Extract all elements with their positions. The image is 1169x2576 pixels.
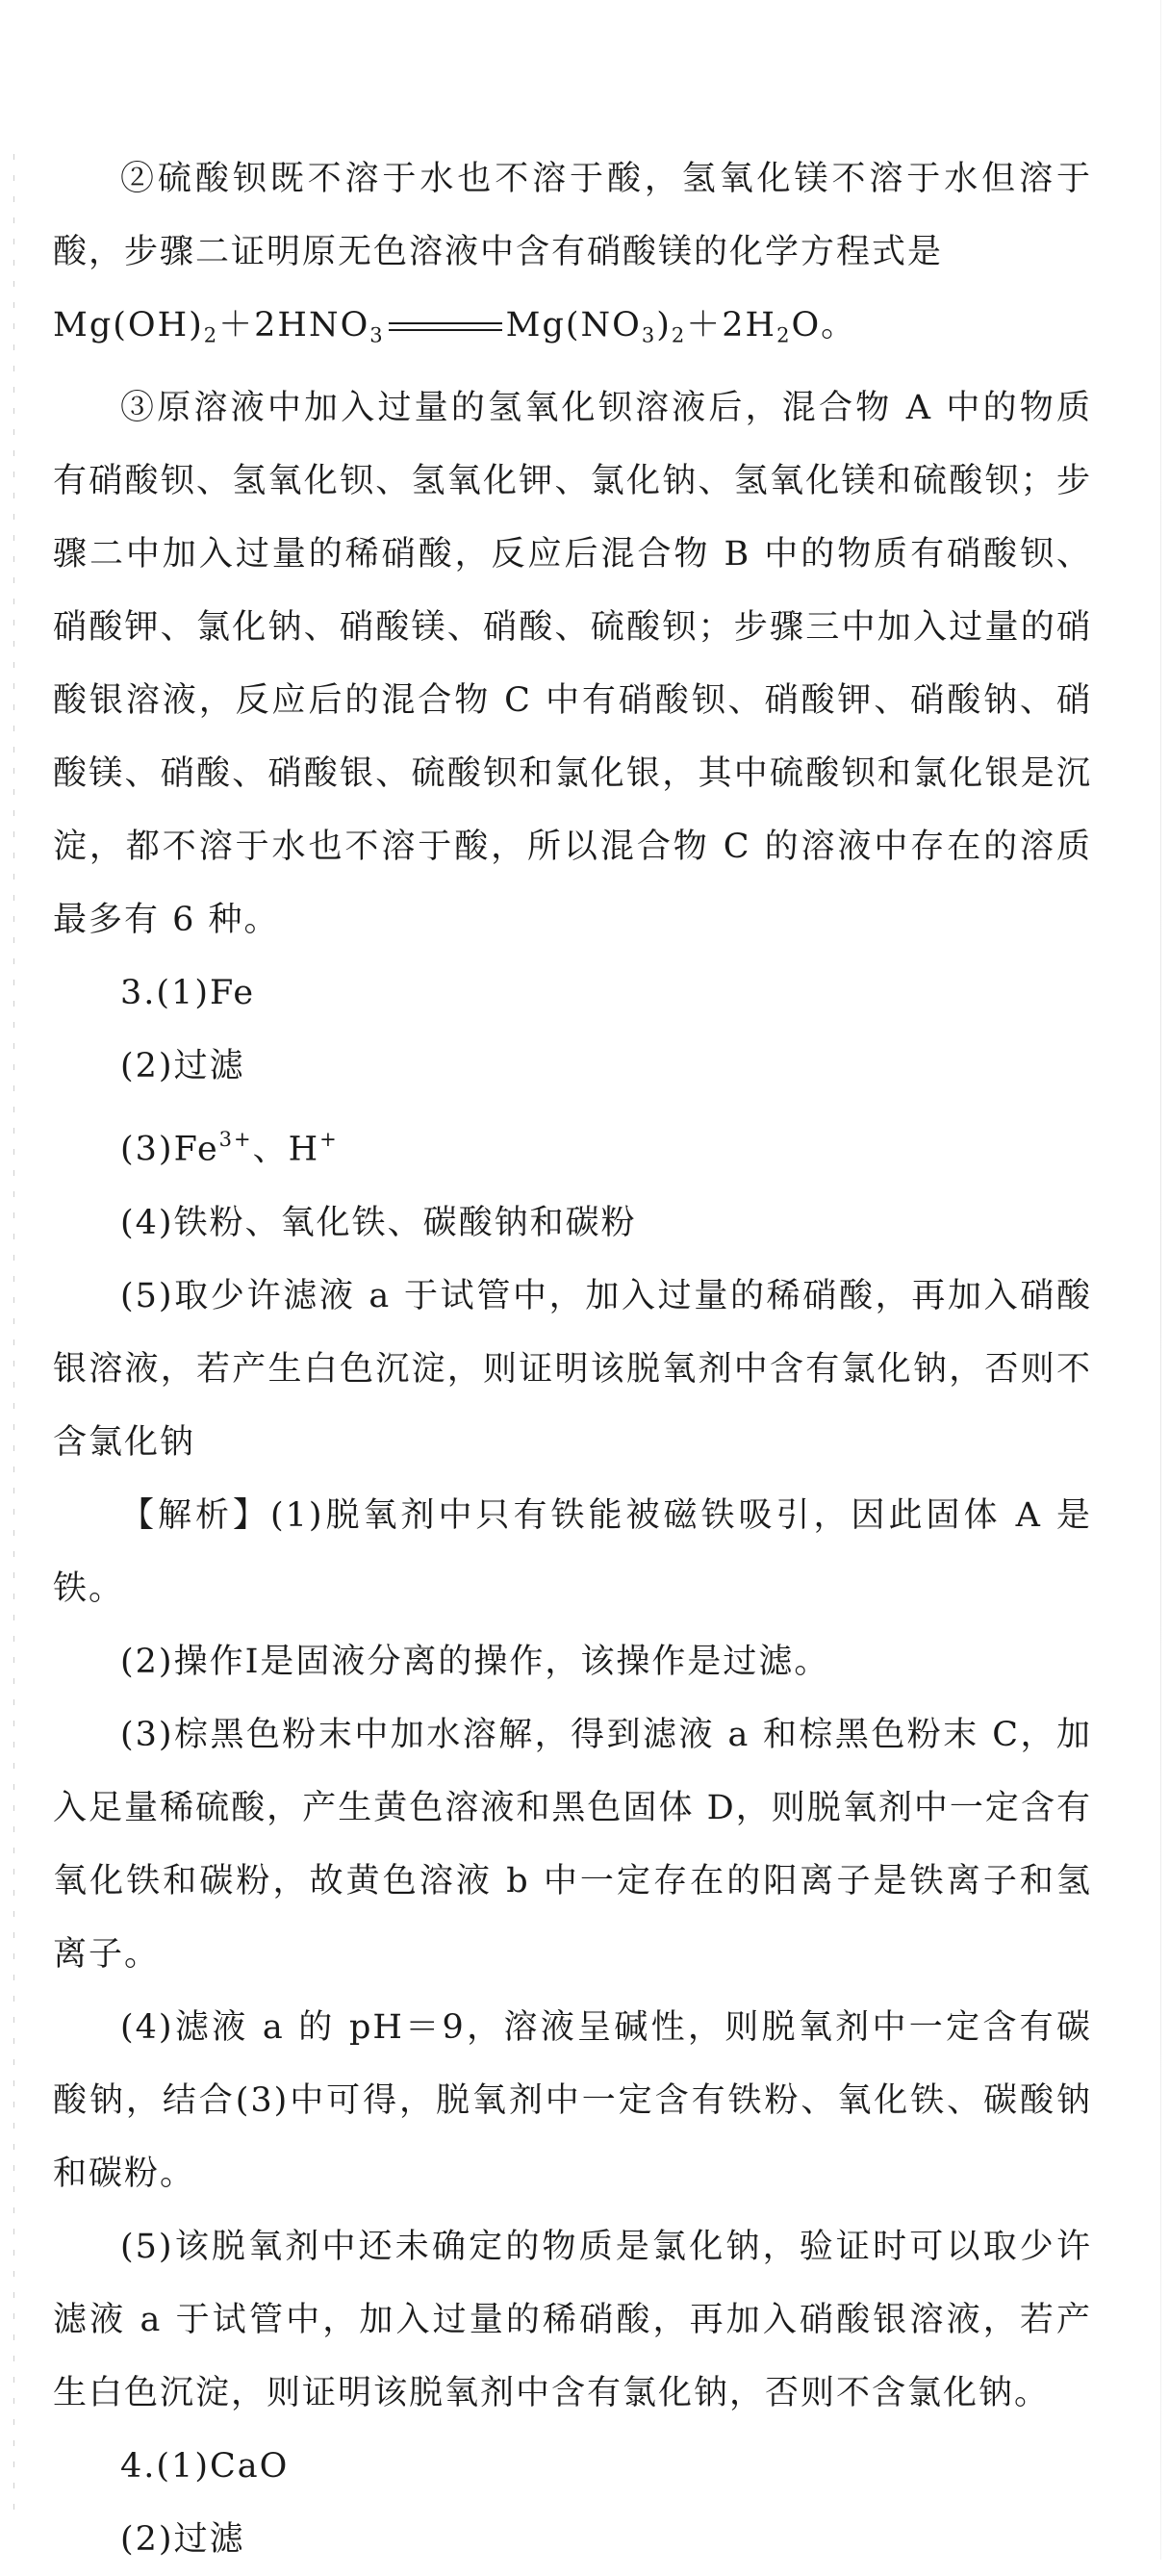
chemical-equation bbox=[53, 289, 1092, 371]
eq-subscript: 2 bbox=[776, 323, 792, 347]
ion-charge: 3+ bbox=[218, 1128, 253, 1152]
document-body bbox=[53, 142, 1092, 2576]
eq-subscript: 3 bbox=[641, 323, 657, 347]
equals-sign bbox=[389, 322, 502, 331]
page-edge-right bbox=[1160, 0, 1161, 2560]
paragraph-3-note: ③原溶液中加入过量的氢氧化钡溶液后，混合物 A 中的物质有硝酸钡、氢氧化钡、氢氧化钾、氯化钠、氢氧化镁和硫酸钡；步骤二中加入过量的稀硝酸，反应后混合物 B 中的物质有硝酸钡、硝酸钾、氯化钠、硝酸镁、硝酸、硫酸钡；步骤三中加入过量的硝酸银溶液，反应后的混合物 C 中有硝酸钡、硝酸钾、硝酸钠、硝酸镁、硝酸、硝酸银、硫酸钡和氯化银，其中硫酸钡和氯化银是沉淀，都不溶于水也不溶于酸，所以混合物 C 的溶液中存在的溶质最多有 6 种。 bbox=[53, 389, 1092, 940]
eq-part: ) bbox=[656, 306, 672, 344]
answer-4-1: 4.(1)CaO bbox=[120, 2446, 290, 2486]
ion-text: 、H bbox=[252, 1130, 320, 1169]
eq-part: ＋2H bbox=[686, 306, 777, 344]
page-edge-left bbox=[13, 154, 14, 2521]
analysis-4: (4)滤液 a 的 pH＝9，溶液呈碱性，则脱氧剂中一定含有碳酸钠，结合(3)中可得，脱氧剂中一定含有铁粉、氧化铁、碳酸钠和碳粉。 bbox=[53, 2007, 1092, 2193]
analysis-2: (2)操作Ⅰ是固液分离的操作，该操作是过滤。 bbox=[120, 1642, 830, 1681]
ion-charge: + bbox=[319, 1128, 339, 1152]
eq-subscript: 2 bbox=[203, 323, 219, 347]
answer-3-5: (5)取少许滤液 a 于试管中，加入过量的稀硝酸，再加入硝酸银溶液，若产生白色沉淀，则证明该脱氧剂中含有氯化钠，否则不含氯化钠 bbox=[53, 1276, 1092, 1462]
eq-subscript: 2 bbox=[671, 323, 687, 347]
eq-part: ＋2HNO bbox=[218, 306, 370, 344]
paragraph-2-note: ②硫酸钡既不溶于水也不溶于酸，氢氧化镁不溶于水但溶于酸，步骤二证明原无色溶液中含有硝酸镁的化学方程式是 bbox=[53, 160, 1092, 271]
eq-part: Mg(NO bbox=[505, 306, 642, 344]
eq-subscript: 3 bbox=[369, 323, 385, 347]
analysis-5: (5)该脱氧剂中还未确定的物质是氯化钠，验证时可以取少许滤液 a 于试管中，加入过量的稀硝酸，再加入硝酸银溶液，若产生白色沉淀，则证明该脱氧剂中含有氯化钠，否则不含氯化钠。 bbox=[53, 2227, 1092, 2412]
answer-3-1: 3.(1)Fe bbox=[120, 974, 256, 1013]
ion-text: (3)Fe bbox=[120, 1130, 219, 1169]
analysis-3: (3)棕黑色粉末中加水溶解，得到滤液 a 和棕黑色粉末 C，加入足量稀硫酸，产生黄色溶液和黑色固体 D，则脱氧剂中一定含有氧化铁和碳粉，故黄色溶液 b 中一定存在的阳离子是铁离子和氢离子。 bbox=[53, 1715, 1092, 1974]
analysis-1: 【解析】(1)脱氧剂中只有铁能被磁铁吸引，因此固体 A 是铁。 bbox=[53, 1495, 1092, 1608]
eq-part: Mg(OH) bbox=[53, 306, 204, 344]
answer-3-2: (2)过滤 bbox=[120, 1047, 245, 1086]
eq-part: O。 bbox=[791, 306, 857, 344]
answer-3-3 bbox=[53, 1103, 1092, 1186]
answer-3-4: (4)铁粉、氧化铁、碳酸钠和碳粉 bbox=[120, 1203, 637, 1242]
answer-4-2: (2)过滤 bbox=[120, 2519, 245, 2559]
